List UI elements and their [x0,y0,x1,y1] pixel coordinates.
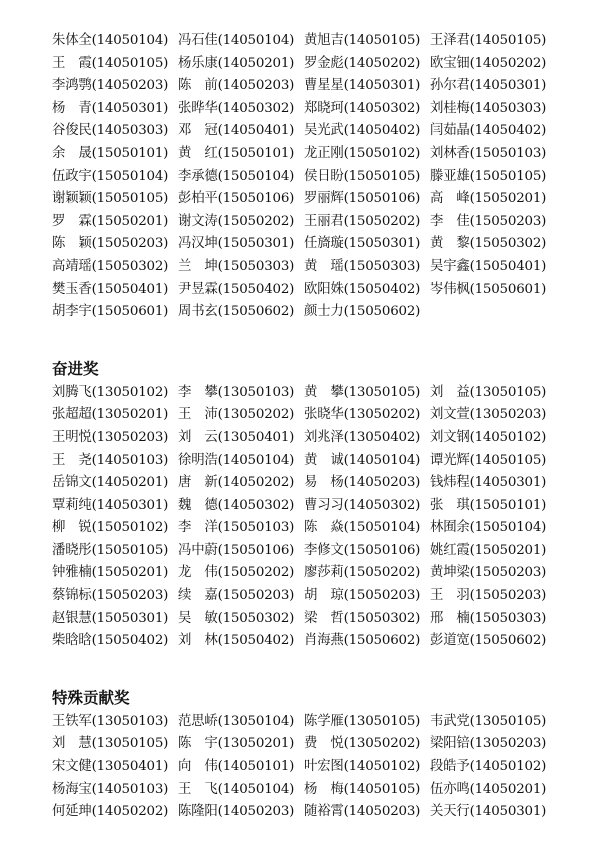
name-entry: 黄 黎(15050302) [430,236,547,252]
name-entry: 岑伟枫(15050601) [430,281,547,297]
name-entry: 柴晗晗(15050402) [52,633,169,649]
name-entry: 谭光辉(14050105) [430,452,547,468]
name-entry: 刘 云(13050401) [178,429,295,445]
name-entry: 杨 梅(14050105) [304,781,421,797]
name-entry: 陈 焱(15050104) [304,520,421,536]
name-entry: 罗金彪(14050202) [304,55,421,71]
name-entry: 刘 慧(13050105) [52,736,169,752]
name-entry: 林囿余(15050104) [430,520,547,536]
name-entry: 韦武党(13050105) [430,713,547,729]
name-entry: 唐 新(14050202) [178,475,295,491]
name-entry: 王明悦(13050203) [52,429,169,445]
name-entry: 黄 瑶(15050303) [304,258,421,274]
section-title: 特殊贡献奖 [52,688,130,707]
name-entry: 周书玄(15050602) [178,304,295,320]
name-entry: 张超超(13050201) [52,407,169,423]
name-entry: 曹星星(14050301) [304,78,421,94]
name-entry: 王泽君(14050105) [430,33,547,48]
name-entry: 李鸿鹗(14050203) [52,78,169,94]
name-entry: 王 沛(13050202) [178,407,295,423]
name-entry: 钱炜程(14050301) [430,475,547,491]
name-entry: 黄 诚(14050104) [304,452,421,468]
name-entry: 叶宏图(14050102) [304,759,421,775]
name-entry: 费 悦(13050202) [304,736,421,752]
name-entry: 伍亦鸣(14050201) [430,781,547,797]
name-entry: 滕亚雄(15050105) [430,168,547,184]
name-entry: 陈 前(14050203) [178,78,295,94]
name-entry: 黄 攀(13050105) [304,384,421,400]
name-entry: 徐明浩(14050104) [178,452,295,468]
name-list-grid [52,711,552,824]
name-entry: 张晓华(13050202) [304,407,421,423]
name-entry: 陈隆阳(14050203) [178,804,295,820]
name-entry: 易 杨(14050203) [304,475,421,491]
name-entry: 闫茹晶(14050402) [430,123,547,139]
name-entry: 曹习习(14050302) [304,497,421,513]
name-entry: 刘 林(15050402) [178,633,295,649]
name-entry: 尹昱霖(15050402) [178,281,295,297]
name-entry: 邓 冠(14050401) [178,123,295,139]
name-entry: 覃莉纯(14050301) [52,497,169,513]
name-entry: 冯汉坤(15050301) [178,236,295,252]
name-entry: 谢文涛(15050202) [178,213,295,229]
name-entry: 胡 琼(15050203) [304,588,421,604]
name-entry: 高靖瑶(15050302) [52,258,169,274]
name-entry: 杨乐康(14050201) [178,55,295,71]
name-entry: 孙尔君(14050301) [430,78,547,94]
name-entry: 胡李宇(15050601) [52,304,169,320]
name-list-grid [52,382,552,653]
name-entry: 刘桂梅(14050303) [430,100,547,116]
name-entry: 段皓予(14050102) [430,759,547,775]
name-entry: 杨 青(14050301) [52,100,169,116]
name-entry: 冯石佳(14050104) [178,33,295,48]
name-entry: 欧宝钿(14050202) [430,55,547,71]
name-entry: 魏 德(14050302) [178,497,295,513]
name-entry: 姚红霞(15050201) [430,542,547,558]
name-entry: 罗丽辉(15050106) [304,191,421,207]
name-entry: 高 峰(15050201) [430,191,547,207]
name-entry: 朱体全(14050104) [52,33,169,48]
name-entry: 钟雅楠(15050201) [52,565,169,581]
name-entry: 张 琪(15050101) [430,497,547,513]
name-entry: 王丽君(15050202) [304,213,421,229]
name-entry: 肖海燕(15050602) [304,633,421,649]
name-entry: 范思峤(13050104) [178,713,295,729]
name-entry: 彭柏平(15050106) [178,191,295,207]
name-entry: 吴光武(14050402) [304,123,421,139]
name-entry: 吴 敏(15050302) [178,610,295,626]
name-entry: 侯日盼(15050105) [304,168,421,184]
name-entry: 续 嘉(15050203) [178,588,295,604]
name-entry: 柳 锐(15050102) [52,520,169,536]
name-entry: 梁 哲(15050302) [304,610,421,626]
award-list-page [52,30,552,824]
name-entry: 蔡锦标(15050203) [52,588,169,604]
name-entry: 黄坤梁(15050203) [430,565,547,581]
name-entry: 颜士力(15050602) [304,304,421,320]
name-entry: 李修文(15050106) [304,542,421,558]
name-entry: 李 洋(15050103) [178,520,295,536]
name-entry: 赵银慧(15050301) [52,610,169,626]
name-entry: 吴宇鑫(15050401) [430,258,547,274]
name-entry: 任旖璇(15050301) [304,236,421,252]
name-entry: 陈 宇(13050201) [178,736,295,752]
name-entry: 岳锦文(14050201) [52,475,169,491]
section-title: 奋进奖 [52,359,99,378]
name-entry: 刘文萱(13050203) [430,407,547,423]
name-entry: 李承德(15050104) [178,168,295,184]
name-entry: 樊玉香(15050401) [52,281,169,297]
name-entry: 冯中蔚(15050106) [178,542,295,558]
name-entry: 李 攀(13050103) [178,384,295,400]
name-entry: 李 佳(15050203) [430,213,547,229]
name-entry: 王 尧(14050103) [52,452,169,468]
name-entry: 刘腾飞(13050102) [52,384,169,400]
name-entry: 刘 益(13050105) [430,384,547,400]
name-entry: 王 羽(15050203) [430,588,547,604]
name-entry: 欧阳姝(15050402) [304,281,421,297]
name-entry: 何延珅(14050202) [52,804,169,820]
name-entry: 伍政宇(15050104) [52,168,169,184]
name-entry: 王 霞(14050105) [52,55,169,71]
name-entry: 谢颖颖(15050105) [52,191,169,207]
name-entry: 张晔华(14050302) [178,100,295,116]
name-entry: 龙正刚(15050102) [304,145,421,161]
name-entry: 罗 霖(15050201) [52,213,169,229]
name-entry: 廖莎莉(15050202) [304,565,421,581]
name-entry: 龙 伟(15050202) [178,565,295,581]
name-entry: 余 晟(15050101) [52,145,169,161]
name-entry: 陈 颖(15050203) [52,236,169,252]
name-entry: 陈学雁(13050105) [304,713,421,729]
name-entry: 黄 红(15050101) [178,145,295,161]
name-entry: 王铁军(13050103) [52,713,169,729]
name-entry: 潘晓彤(15050105) [52,542,169,558]
name-entry: 兰 坤(15050303) [178,258,295,274]
name-entry: 随裕霄(14050203) [304,804,421,820]
name-entry: 梁阳锫(13050203) [430,736,547,752]
name-entry: 郑晓珂(14050302) [304,100,421,116]
name-entry: 关天行(14050301) [430,804,547,820]
name-entry: 杨海宝(14050103) [52,781,169,797]
name-entry: 彭道宽(15050602) [430,633,547,649]
name-entry: 王 飞(14050104) [178,781,295,797]
name-entry: 刘林香(15050103) [430,145,547,161]
name-entry: 刘兆泽(13050402) [304,429,421,445]
name-entry: 谷俊民(14050303) [52,123,169,139]
name-entry: 宋文健(13050401) [52,759,169,775]
name-entry: 刘文钢(14050102) [430,429,547,445]
name-list-grid [52,30,552,324]
name-entry: 邢 楠(15050303) [430,610,547,626]
name-entry: 向 伟(14050101) [178,759,295,775]
name-entry: 黄旭吉(14050105) [304,33,421,48]
